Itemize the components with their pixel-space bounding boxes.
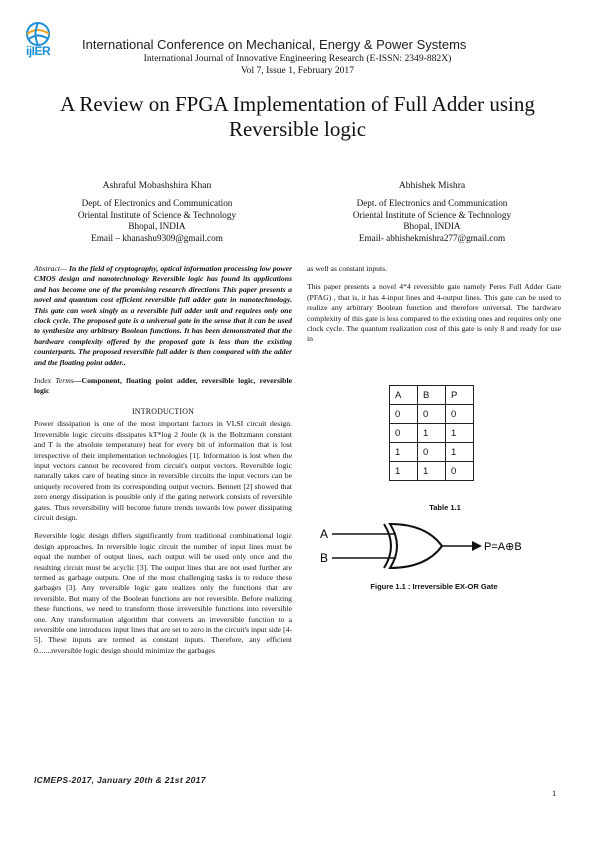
table-cell: 0	[390, 424, 418, 443]
left-column	[34, 264, 292, 664]
truth-table	[389, 385, 474, 481]
author-city: Bhopal, INDIA	[128, 221, 186, 232]
abstract-body: In the field of cryptography, optical information processing low power CMOS design and nanotechnology Reversible logic has found its applications and has become one of the promising research directions This paper presents a novel and quantum cost efficient reversible full adder gate in nanotechnology. This gate can work singly as a reversible full adder unit and requires only one clock cycle. The proposed gate is a universal gate in the sense that it can be used to synthesize any arbitrary Boolean functions. It has been demonstrated that the hardware complexity offered by the proposed gate is less than the existing counterparts. The proposed reversible full adder is then compared with the adder and the floating point adder..	[34, 264, 292, 367]
footer-text: ICMEPS-2017, January 20th & 21st 2017	[34, 775, 206, 785]
table-header-cell: A	[390, 386, 418, 405]
right-column	[307, 264, 561, 353]
right-paragraph-2: This paper presents a novel 4*4 reversible gate namely Peres Full Adder Gate (PFAG) , that is, it has 4-input lines and 4-output lines. This gate can be used to realize any arbitrary Boolean function and therefore universal. The hardware complexity of this gate is less compared to the existing ones and requires only one clock cycle. The quantum realization cost of this gate is only 8 and ready for use in	[307, 282, 561, 344]
xor-gate-body	[390, 524, 442, 568]
intro-paragraph-2: Reversible logic design differs significantly from traditional combinational logic design approaches. In reversible logic circuit the number of input lines must be equal the number of output lines, each output will be used only once and the resulting circuit must be acyclic [3]. The output lines that are not used further are termed as garbage outputs. One of the most challenging tasks is to reduce these garbages [3]. Any reversible logic gate realizes only the functions that are reversible. But many of the Boolean functions are not reversible. Before realizing these functions, we need to transform those irreversible functions into reversible one. Any transformation algorithm that converts an irreversible function to a reversible one introduces input lines that are set to zero in the circuit's input side [4-5]. These inputs are termed as constant inputs. Therefore, any efficient 0.......reversible logic design should minimize the garbages	[34, 531, 292, 655]
table-cell: 0	[446, 462, 474, 481]
table-cell: 1	[418, 462, 446, 481]
author-dept: Dept. of Electronics and Communication	[356, 197, 508, 208]
table-row	[390, 443, 474, 462]
author-dept: Dept. of Electronics and Communication	[81, 197, 233, 208]
table-cell: 0	[446, 405, 474, 424]
table-cell: 1	[418, 424, 446, 443]
table-cell: 1	[446, 424, 474, 443]
index-terms-lead: Index Terms	[34, 376, 74, 386]
section-heading-introduction: INTRODUCTION	[131, 406, 194, 416]
volume-line: Vol 7, Issue 1, February 2017	[240, 65, 355, 76]
table-cell: 0	[418, 405, 446, 424]
author-name: Ashraful Mobashshira Khan	[102, 180, 212, 191]
author-city: Bhopal, INDIA	[403, 221, 461, 232]
logo-text: ijIER	[26, 44, 51, 58]
author-email: Email – khanashu9309@gmail.com	[91, 233, 223, 244]
xor-gate-figure	[318, 520, 568, 570]
table-header-row	[390, 386, 474, 405]
table-header-cell: P	[446, 386, 474, 405]
gate-output-arrowhead	[472, 541, 482, 551]
author-institute: Oriental Institute of Science & Technology	[352, 209, 512, 220]
author-block-1	[32, 180, 282, 245]
index-terms-body: —Component, floating point adder, reversible logic, reversible logic	[34, 376, 292, 396]
table-cell: 1	[446, 443, 474, 462]
gate-input-a-label: A	[320, 527, 329, 541]
abstract-lead: Abstract—	[34, 264, 67, 273]
abstract	[34, 264, 292, 368]
table-header-cell: B	[418, 386, 446, 405]
table-cell: 1	[390, 462, 418, 481]
logo-globe-icon	[27, 23, 49, 45]
intro-paragraph-1: Power dissipation is one of the most important factors in VLSI circuit design. Irreversible logic circuits dissipates kT*log 2 Joule (k is the Boltzmann constant and T is the absolute temperature) heat for every bit of information that is lost irrespective of their implementation technologies [1]. Information is lost when the input vectors cannot be recovered from circuit's output vectors. Reversible logic naturally takes care of heating since in reversible circuits the input vectors can be uniquely recovered from its corresponding output vectors. Bennett [2] showed that zero energy dissipation is possible only if the gating network consists of reversible gates. Thus reversibility will become future trends towards low power dissipating circuit design.	[34, 419, 292, 522]
journal-line: International Journal of Innovative Engineering Research (E-ISSN: 2349-882X)	[143, 53, 452, 64]
table-caption: Table 1.1	[429, 503, 461, 512]
author-block-2	[307, 180, 557, 245]
table-cell: 0	[418, 443, 446, 462]
table-row	[390, 462, 474, 481]
table-row	[390, 424, 474, 443]
table-row	[390, 405, 474, 424]
index-terms	[34, 376, 292, 397]
table-cell: 0	[390, 405, 418, 424]
gate-input-b-label: B	[320, 551, 329, 565]
paper-title: A Review on FPGA Implementation of Full Adder using Reversible logic	[60, 92, 535, 141]
gate-output-label: P=A⊕B	[484, 541, 522, 553]
right-paragraph-1: as well as constant inputs.	[307, 264, 388, 273]
xor-extra-curve	[384, 524, 391, 568]
conference-name: International Conference on Mechanical, Energy & Power Systems	[82, 37, 467, 52]
author-institute: Oriental Institute of Science & Technology	[77, 209, 237, 220]
author-email: Email- abhishekmishra277@gmail.com	[358, 233, 506, 244]
figure-caption: Figure 1.1 : Irreversible EX-OR Gate	[370, 582, 498, 591]
author-name: Abhishek Mishra	[398, 180, 466, 191]
table-cell: 1	[390, 443, 418, 462]
page-number: 1	[552, 788, 557, 798]
